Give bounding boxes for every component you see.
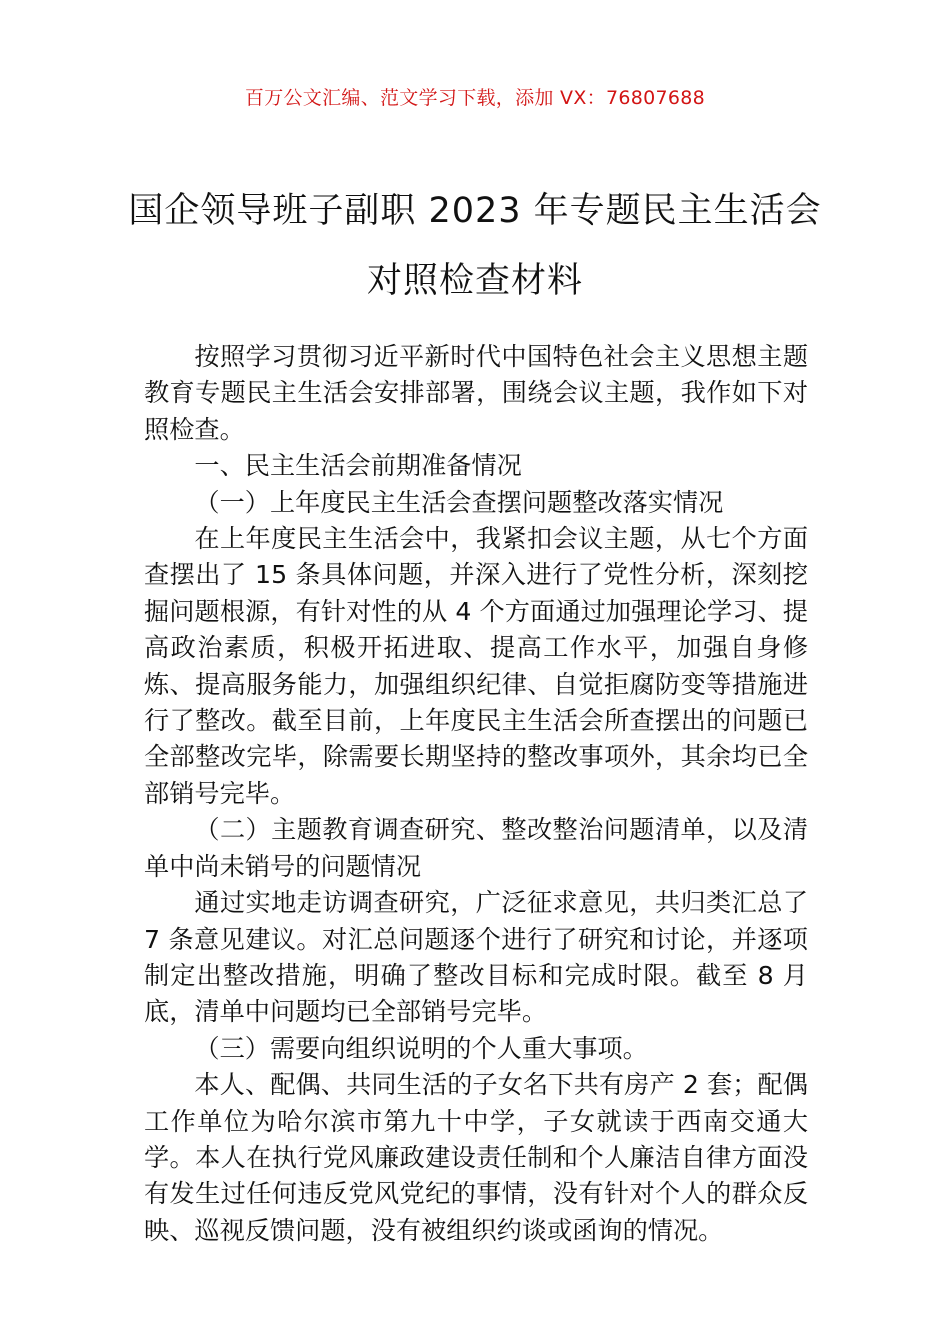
body-paragraph: 在上年度民主生活会中，我紧扣会议主题，从七个方面查摆出了 15 条具体问题，并深入进行了党性分析，深刻挖掘问题根源，有针对性的从 4 个方面通过加强理论学习、提高政治素质，积极开拓进取、提高工作水平，加强自身修炼、提高服务能力，加强组织纪律、自觉拒腐防变等措施进行了整改。截至目前，上年度民主生活会所查摆出的问题已全部整改完毕，除需要长期坚持的整改事项外，其余均已全部销号完毕。 [144,524,808,808]
body-paragraph: 通过实地走访调查研究，广泛征求意见，共归类汇总了 7 条意见建议。对汇总问题逐个进行了研究和讨论，并逐项制定出整改措施，明确了整改目标和完成时限。截至 8 月底，清单中问题均已全部销号完毕。 [144,888,808,1027]
title-line-2: 对照检查材料 [366,261,583,301]
subsection-heading-3: （三）需要向组织说明的个人重大事项。 [194,1033,648,1063]
subsection-heading-1: （一）上年度民主生活会查摆问题整改落实情况 [194,487,724,517]
subsection-heading-2: （二）主题教育调查研究、整改整治问题清单，以及清单中尚未销号的问题情况 [144,815,808,881]
title-line-1: 国企领导班子副职 2023 年专题民主生活会 [128,191,822,231]
header-promo-note: 百万公文汇编、范文学习下载，添加 VX：76807688 [244,87,706,109]
document-title [100,176,850,316]
document-body [144,339,808,1249]
section-heading-1: 一、民主生活会前期准备情况 [194,451,522,481]
intro-paragraph: 按照学习贯彻习近平新时代中国特色社会主义思想主题教育专题民主生活会安排部署，围绕会议主题，我作如下对照检查。 [144,342,808,444]
body-paragraph: 本人、配偶、共同生活的子女名下共有房产 2 套；配偶工作单位为哈尔滨市第九十中学，子女就读于西南交通大学。本人在执行党风廉政建设责任制和个人廉洁自律方面没有发生过任何违反党风党纪的事情，没有针对个人的群众反映、巡视反馈问题，没有被组织约谈或函询的情况。 [144,1070,808,1245]
